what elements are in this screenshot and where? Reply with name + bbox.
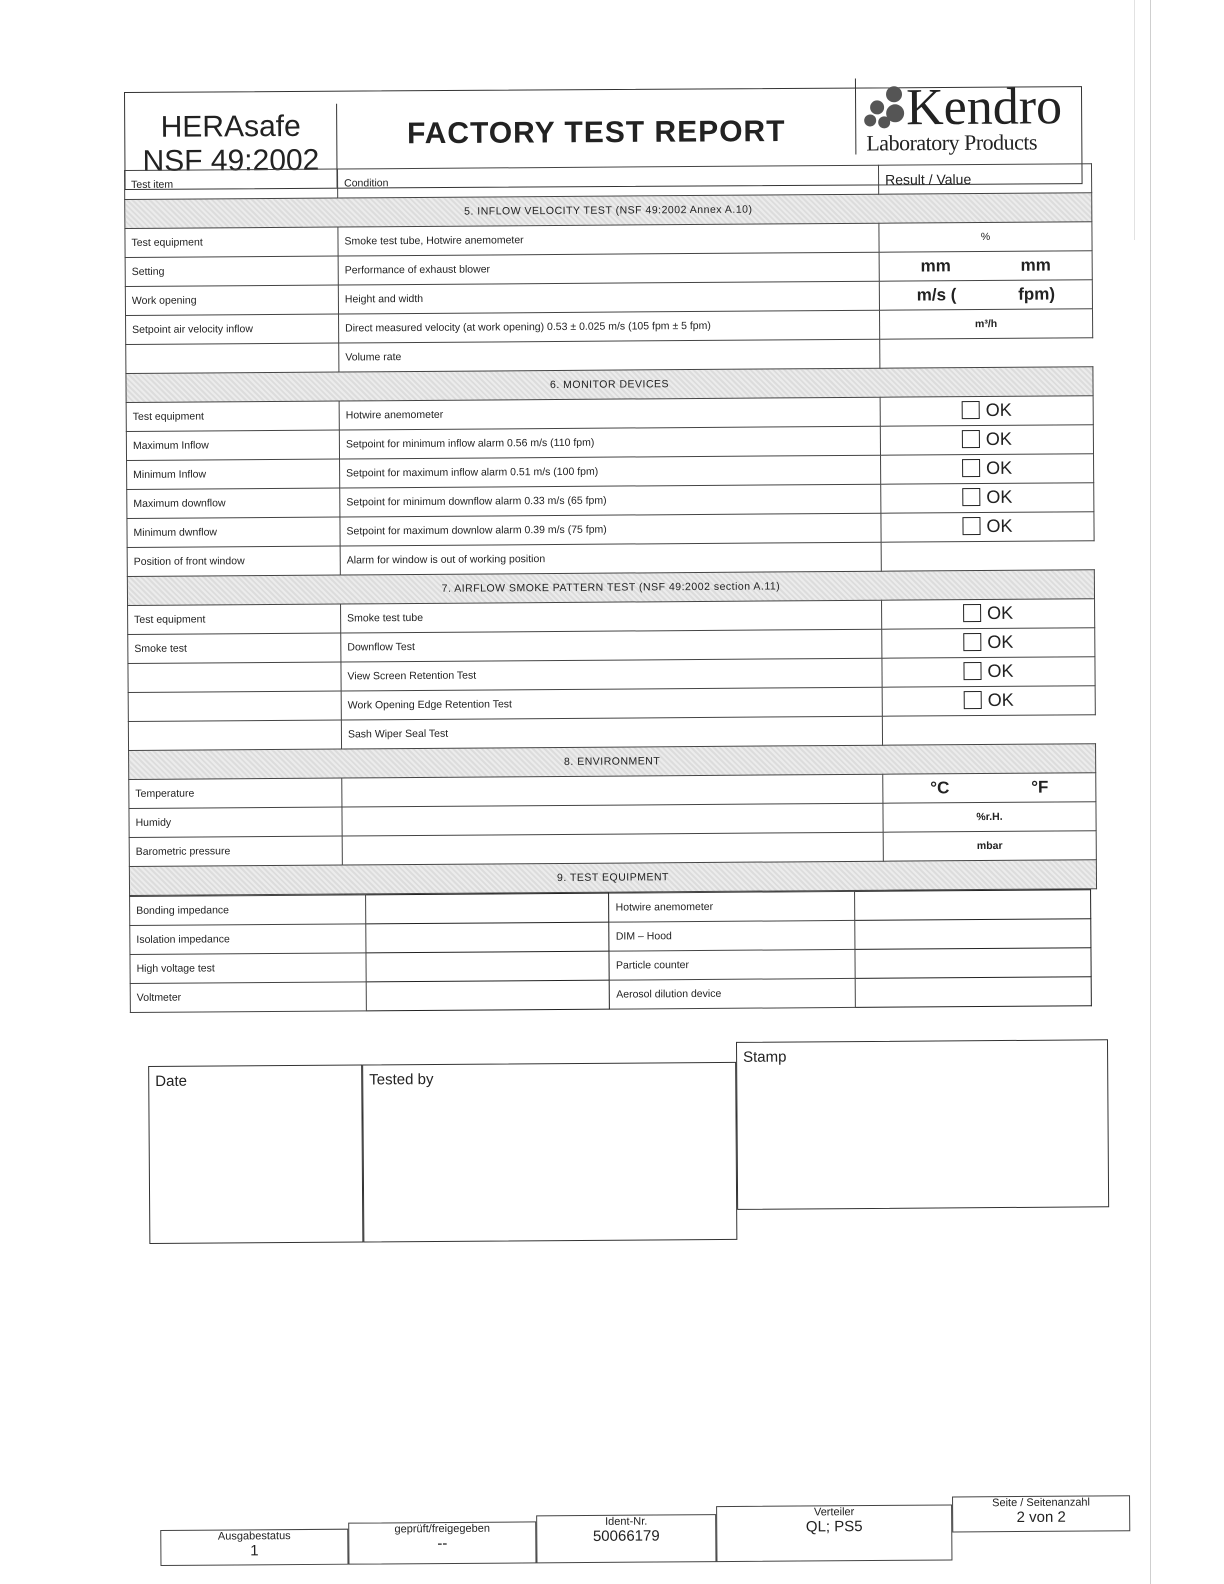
column-header-condition: Condition	[337, 165, 878, 198]
test-condition: Height and width	[338, 281, 879, 314]
test-condition: Downflow Test	[341, 629, 882, 662]
test-condition: Setpoint for minimum inflow alarm 0.56 m/s (110 fpm)	[339, 426, 880, 459]
signature-block	[148, 1039, 1109, 1244]
checkbox-icon	[962, 517, 980, 535]
equipment-value[interactable]	[855, 919, 1091, 950]
test-item	[128, 662, 341, 692]
unit-label: fpm)	[1018, 284, 1056, 304]
unit-label: %	[980, 230, 991, 244]
checkbox-icon	[962, 488, 980, 506]
section-title: 6. MONITOR DEVICES	[126, 367, 1093, 403]
equipment-label: Voltmeter	[130, 982, 366, 1013]
footer-verteiler: Verteiler QL; PS5	[716, 1504, 952, 1562]
result-field[interactable]	[879, 309, 1092, 339]
test-item: Test equipment	[128, 604, 341, 634]
test-condition: Performance of exhaust blower	[338, 252, 879, 285]
footer-ident: Ident-Nr. 50066179	[536, 1514, 716, 1563]
test-condition: View Screen Retention Test	[341, 658, 882, 691]
test-item: Maximum Inflow	[126, 430, 339, 460]
checkbox-icon	[962, 459, 980, 477]
test-condition: Hotwire anemometer	[339, 397, 880, 430]
test-item: Barometric pressure	[129, 836, 342, 866]
equipment-label: Isolation impedance	[130, 924, 366, 955]
unit-label: mbar	[976, 839, 1003, 853]
equipment-value[interactable]	[855, 890, 1091, 921]
logo-subtitle: Laboratory Products	[866, 129, 1038, 156]
product-name: HERAsafe	[160, 109, 301, 144]
test-item	[126, 343, 339, 373]
test-item: Maximum downflow	[127, 488, 340, 518]
document-footer	[160, 1489, 1130, 1566]
test-condition: Smoke test tube	[341, 600, 882, 633]
tested-by-label: Tested by	[369, 1071, 434, 1089]
value-field[interactable]	[342, 774, 883, 807]
result-field[interactable]	[883, 831, 1096, 861]
test-condition: Sash Wiper Seal Test	[341, 716, 882, 749]
test-condition: Setpoint for maximum inflow alarm 0.51 m/s (100 fpm)	[340, 455, 881, 488]
test-condition: Direct measured velocity (at work opening) 0.53 ± 0.025 m/s (105 fpm ± 5 fpm)	[339, 310, 880, 343]
test-item: Humidy	[129, 807, 342, 837]
checkbox-icon	[964, 691, 982, 709]
equipment-value[interactable]	[365, 922, 609, 953]
footer-seite: Seite / Seitenanzahl 2 von 2	[952, 1495, 1130, 1532]
value-field[interactable]	[342, 803, 883, 836]
ok-checkbox[interactable]: OK	[880, 396, 1093, 426]
ok-checkbox[interactable]: OK	[880, 425, 1093, 455]
test-item: Temperature	[129, 778, 342, 808]
result-field[interactable]	[879, 222, 1092, 252]
test-item	[128, 691, 341, 721]
page-edge-line	[1134, 0, 1135, 240]
section-title: 8. ENVIRONMENT	[129, 744, 1096, 780]
ok-checkbox[interactable]: OK	[881, 454, 1094, 484]
ok-checkbox[interactable]: OK	[881, 483, 1094, 513]
test-item: Setpoint air velocity inflow	[126, 314, 339, 344]
equipment-label: Aerosol dilution device	[610, 978, 856, 1009]
test-item: Minimum Inflow	[127, 459, 340, 489]
equipment-value[interactable]	[855, 948, 1091, 979]
date-label: Date	[155, 1072, 187, 1090]
test-condition: Volume rate	[339, 339, 880, 372]
result-field[interactable]	[879, 251, 1092, 281]
equipment-value[interactable]	[366, 951, 610, 982]
test-item	[128, 720, 341, 750]
test-condition: Alarm for window is out of working position	[340, 542, 881, 575]
unit-label: m³/h	[974, 317, 998, 331]
equipment-label: High voltage test	[130, 953, 366, 984]
test-table	[124, 163, 1092, 1013]
checkbox-icon	[963, 633, 981, 651]
ok-checkbox[interactable]: OK	[881, 512, 1094, 542]
checkbox-icon	[963, 604, 981, 622]
unit-label: %r.H.	[976, 810, 1003, 824]
page-edge-line	[1150, 0, 1151, 1584]
column-header-result: Result / Value	[878, 164, 1091, 194]
checkbox-icon	[962, 401, 980, 419]
unit-label: °C	[930, 778, 950, 798]
footer-ausgabestatus: Ausgabestatus 1	[160, 1529, 348, 1566]
page-title: FACTORY TEST REPORT	[406, 114, 786, 151]
test-item: Test equipment	[126, 401, 339, 431]
section-title: 5. INFLOW VELOCITY TEST (NSF 49:2002 Annex A.10)	[125, 193, 1092, 229]
ok-checkbox[interactable]: OK	[882, 657, 1095, 687]
value-field[interactable]	[342, 832, 883, 865]
unit-label: m/s (	[916, 285, 957, 305]
test-equipment-table	[129, 889, 1092, 1013]
equipment-value[interactable]	[366, 980, 610, 1011]
result-field[interactable]	[883, 773, 1096, 803]
test-item: Smoke test	[128, 633, 341, 663]
test-item: Setting	[125, 256, 338, 286]
ok-checkbox[interactable]: OK	[882, 599, 1095, 629]
test-item: Work opening	[125, 285, 338, 315]
equipment-label: DIM – Hood	[609, 920, 855, 951]
equipment-value[interactable]	[855, 977, 1091, 1008]
ok-checkbox[interactable]: OK	[882, 628, 1095, 658]
footer-geprueft: geprüft/freigegeben --	[348, 1521, 536, 1564]
ok-checkbox[interactable]: OK	[882, 686, 1095, 716]
test-item: Minimum dwnflow	[127, 517, 340, 547]
unit-label: °F	[1031, 777, 1049, 797]
company-logo	[855, 77, 1082, 154]
checkbox-icon	[962, 430, 980, 448]
equipment-label: Bonding impedance	[130, 895, 366, 926]
result-field[interactable]	[879, 280, 1092, 310]
tested-by-field[interactable]	[362, 1062, 737, 1243]
section-title: 9. TEST EQUIPMENT	[129, 860, 1096, 896]
unit-label: mm	[1020, 255, 1051, 275]
result-field[interactable]	[883, 802, 1096, 832]
section-title: 7. AIRFLOW SMOKE PATTERN TEST (NSF 49:2002 section A.11)	[127, 570, 1094, 606]
unit-label: mm	[920, 256, 951, 276]
logo-name: Kendro	[905, 78, 1063, 137]
equipment-label: Particle counter	[609, 949, 855, 980]
equipment-value[interactable]	[365, 893, 609, 924]
test-item: Position of front window	[127, 546, 340, 576]
test-condition: Setpoint for maximum downlow alarm 0.39 m/s (75 fpm)	[340, 513, 881, 546]
stamp-label: Stamp	[743, 1048, 787, 1066]
test-condition: Smoke test tube, Hotwire anemometer	[338, 223, 879, 256]
product-standard: NSF 49:2002	[142, 143, 320, 178]
column-header-item: Test item	[125, 169, 338, 199]
equipment-label: Hotwire anemometer	[609, 891, 855, 922]
logo-dots-icon	[864, 86, 910, 130]
test-condition: Work Opening Edge Retention Test	[341, 687, 882, 720]
test-condition: Setpoint for minimum downflow alarm 0.33 m/s (65 fpm)	[340, 484, 881, 517]
stamp-field[interactable]	[736, 1039, 1109, 1210]
date-field[interactable]	[148, 1065, 363, 1244]
checkbox-icon	[963, 662, 981, 680]
table-row	[130, 977, 1091, 1013]
test-item: Test equipment	[125, 227, 338, 257]
